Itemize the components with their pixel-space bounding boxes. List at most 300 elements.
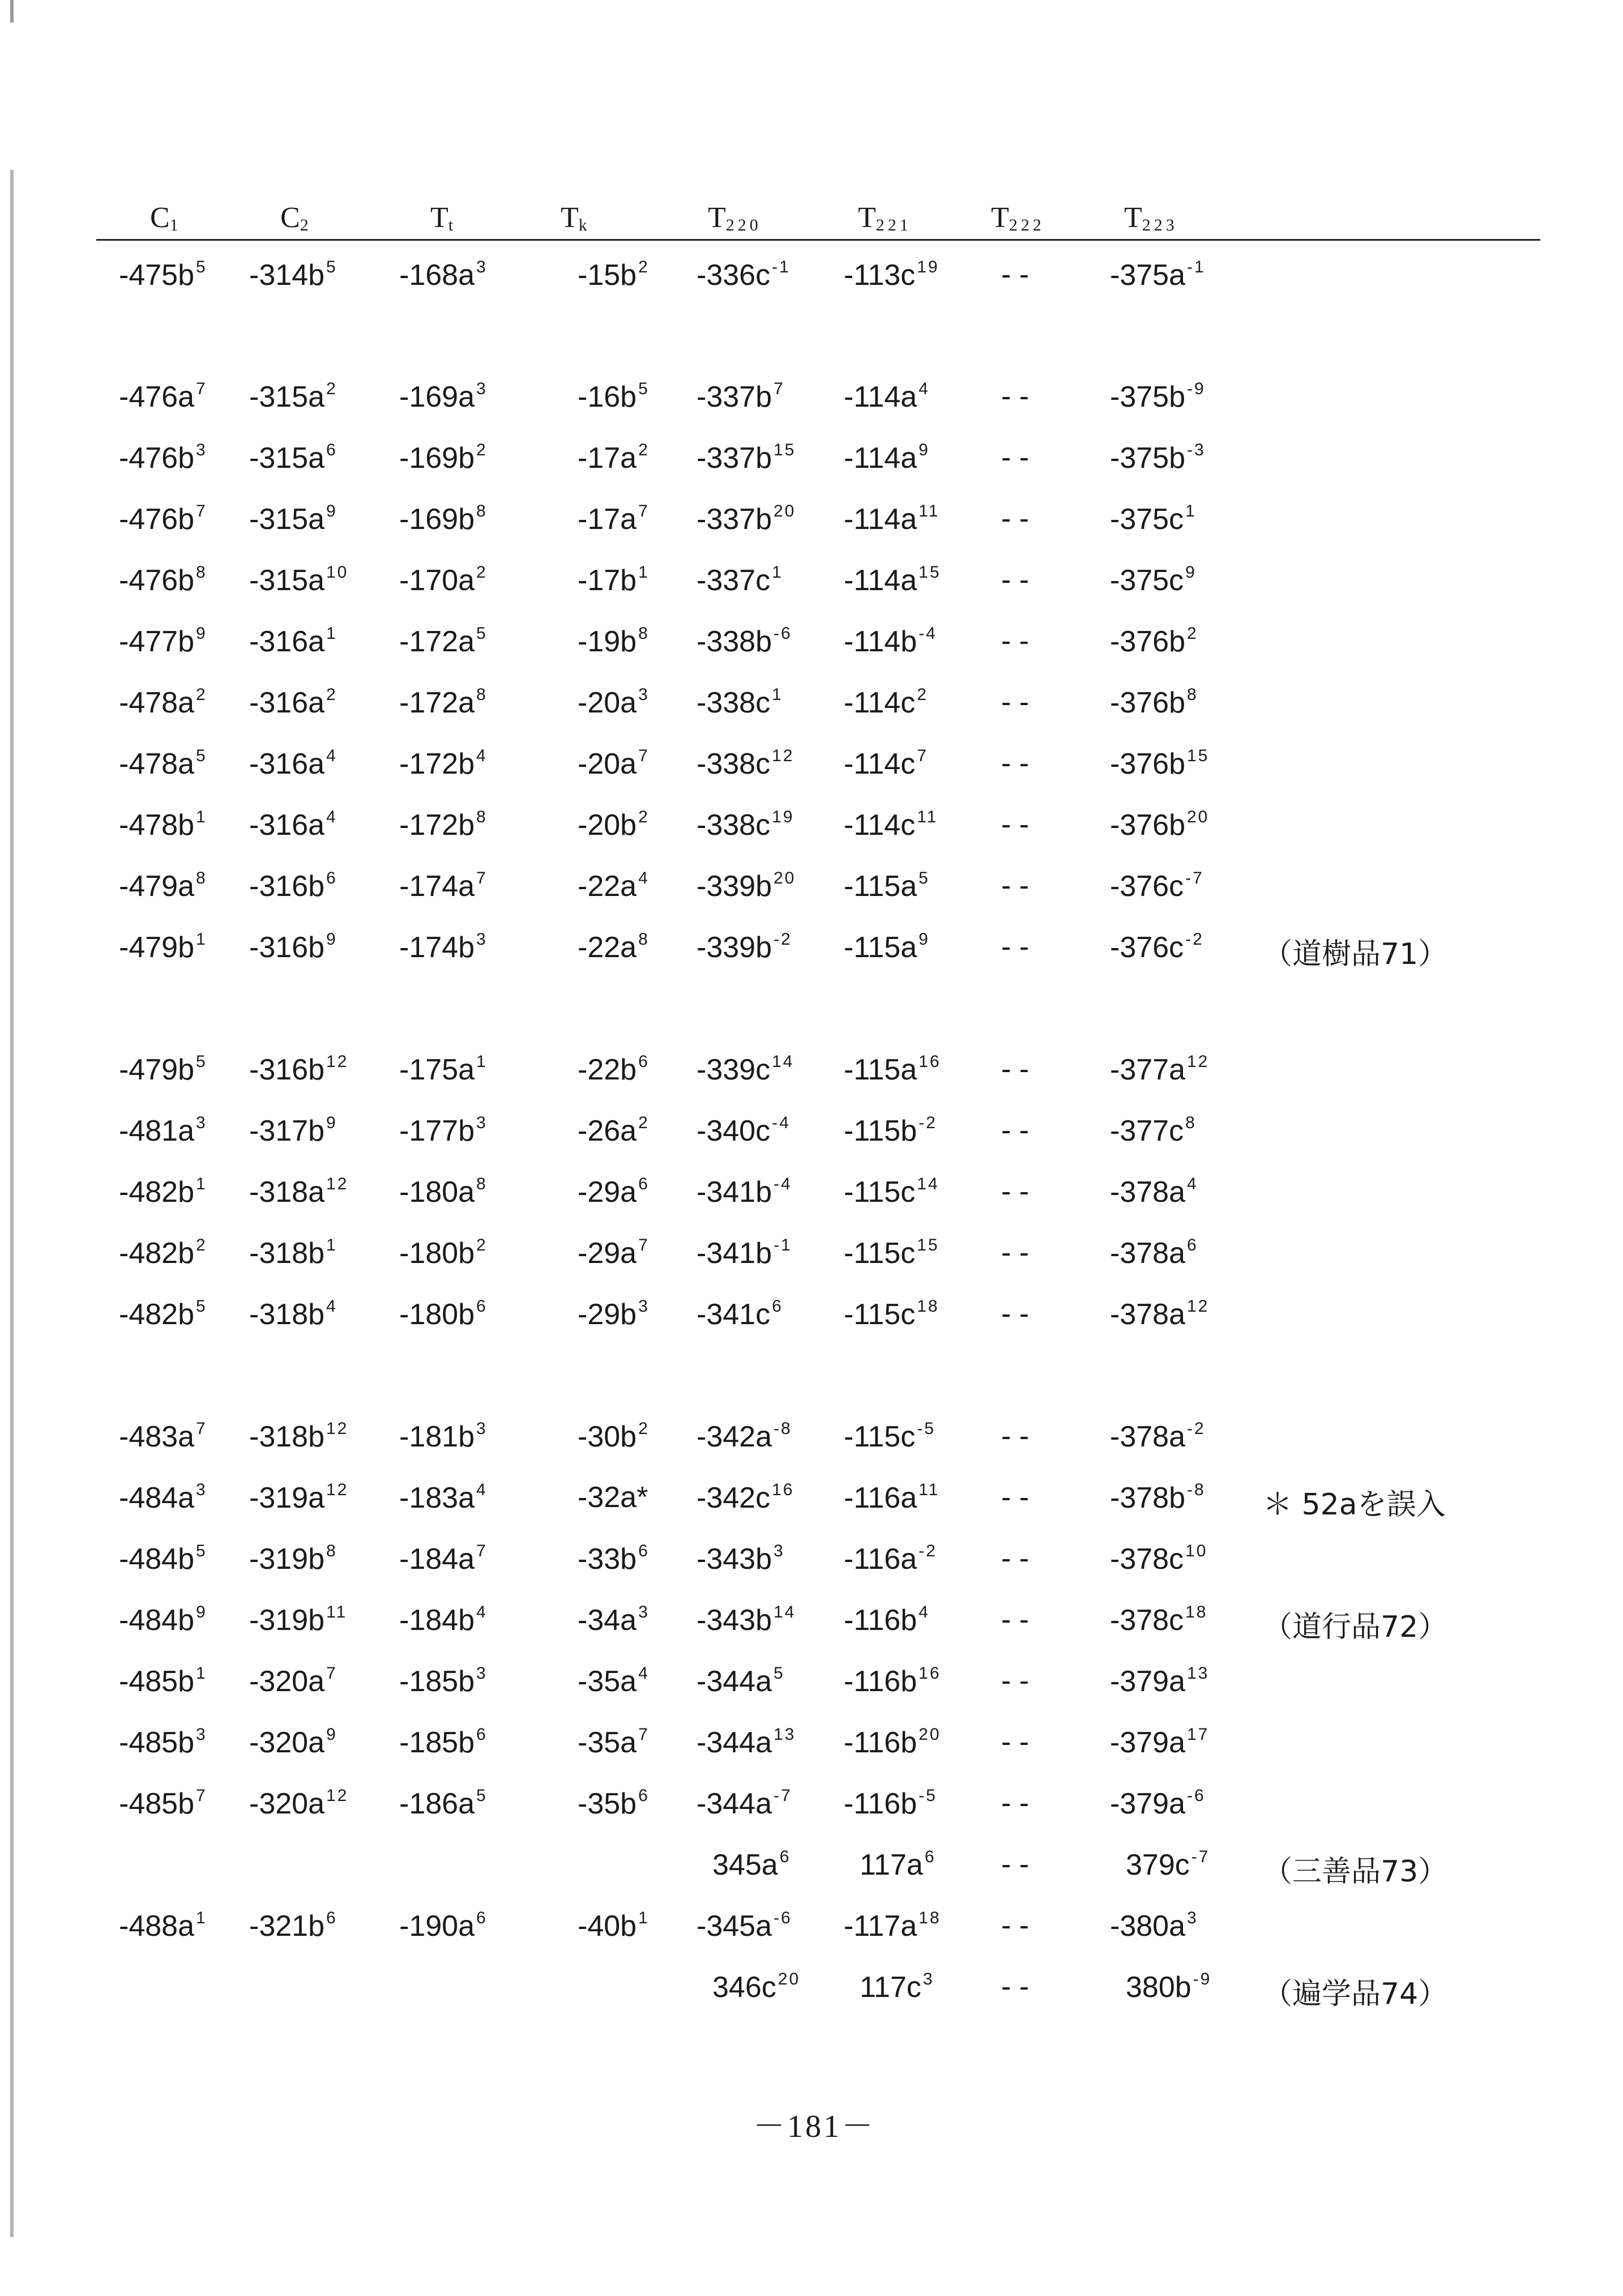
cell-value: -116b <box>844 1665 917 1698</box>
cell-value: -376b <box>1110 686 1185 719</box>
cell-value: -481a <box>119 1115 194 1147</box>
cell-line-superscript: 5 <box>196 1052 207 1071</box>
table-cell <box>697 502 796 536</box>
table-cell <box>844 1052 941 1087</box>
cell-value: 380b <box>1126 1971 1191 2004</box>
cell-value: -337c <box>697 564 771 597</box>
cell-line-superscript: 4 <box>638 869 650 887</box>
table-cell <box>1001 1786 1029 1820</box>
table-cell <box>249 1419 348 1454</box>
table-cell <box>697 746 794 781</box>
table-cell <box>697 1603 796 1637</box>
cell-value: -318b <box>249 1420 324 1453</box>
table-cell <box>697 441 796 475</box>
cell-value: -35a <box>578 1665 637 1698</box>
table-header <box>0 201 1623 241</box>
cell-value: -318a <box>249 1176 324 1209</box>
table-cell <box>1001 869 1029 903</box>
cell-value: -180a <box>399 1176 475 1209</box>
table-cell <box>697 1725 796 1760</box>
cell-value: -320a <box>249 1726 324 1759</box>
cell-value: -482b <box>119 1237 194 1270</box>
cell-line-superscript: 3 <box>476 1664 488 1683</box>
cell-value: -379a <box>1110 1665 1185 1698</box>
cell-value: -476b <box>119 503 194 536</box>
table-cell <box>844 379 930 414</box>
table-cell <box>697 1664 785 1698</box>
table-cell <box>578 502 650 536</box>
cell-value: -29b <box>578 1298 637 1331</box>
cell-value: - - <box>1001 1481 1030 1514</box>
table-cell <box>578 1052 650 1087</box>
cell-line-superscript: 6 <box>779 1847 791 1866</box>
cell-value: -378a <box>1110 1237 1185 1270</box>
cell-line-superscript: 7 <box>638 1725 650 1744</box>
table-cell <box>578 1542 650 1576</box>
table-cell <box>119 1664 207 1698</box>
table-cell <box>119 258 207 292</box>
cell-value: -483a <box>119 1420 194 1453</box>
table-cell <box>697 1113 791 1148</box>
column-header-subscript: 220 <box>725 216 762 234</box>
column-header-subscript: 1 <box>169 216 182 234</box>
cell-value: -345a <box>697 1910 772 1943</box>
cell-value: - - <box>1001 1726 1030 1759</box>
table-cell <box>860 1847 936 1882</box>
table-cell <box>119 869 207 903</box>
table-cell <box>119 1113 207 1148</box>
table-cell <box>1001 1175 1029 1209</box>
cell-line-superscript: 12 <box>326 1480 349 1499</box>
table-row <box>0 1603 1623 1642</box>
cell-line-superscript: -8 <box>1187 1480 1206 1499</box>
cell-value: - - <box>1001 1665 1030 1697</box>
table-cell <box>697 1236 792 1270</box>
cell-line-superscript: 6 <box>772 1297 783 1316</box>
cell-line-superscript: 7 <box>774 379 785 398</box>
cell-value: -180b <box>399 1298 475 1331</box>
cell-value: -186a <box>399 1787 475 1820</box>
cell-value: -29a <box>578 1237 637 1270</box>
column-header-subscript: t <box>448 216 457 234</box>
table-cell <box>249 1236 338 1270</box>
cell-line-superscript: 6 <box>476 1909 488 1927</box>
cell-value: - - <box>1001 747 1030 780</box>
row-note: （三善品73） <box>1263 1855 1448 1889</box>
table-cell <box>399 624 488 659</box>
column-header <box>280 201 312 235</box>
table-cell <box>399 1603 488 1637</box>
cell-value: -185b <box>399 1726 475 1759</box>
table-cell <box>578 746 650 781</box>
table-cell <box>1110 930 1204 965</box>
table-row <box>0 624 1623 664</box>
cell-line-superscript: 5 <box>638 379 650 398</box>
table-cell <box>249 930 338 965</box>
cell-value: -34a <box>578 1604 637 1637</box>
table-cell <box>119 624 207 659</box>
cell-value: -15b <box>578 259 637 292</box>
cell-value: -379a <box>1110 1787 1185 1820</box>
table-cell <box>1126 1847 1210 1882</box>
table-row <box>0 563 1623 603</box>
table-cell <box>1110 1113 1197 1148</box>
table-cell <box>844 1480 939 1515</box>
table-cell <box>1126 1970 1211 2004</box>
table-cell <box>697 685 783 720</box>
cell-value: -116b <box>844 1604 917 1637</box>
table-cell <box>249 1480 348 1515</box>
cell-value: - - <box>1001 1970 1030 2003</box>
table-cell <box>844 1542 937 1576</box>
cell-line-superscript: -2 <box>1187 1419 1206 1438</box>
cell-value: -172b <box>399 748 475 780</box>
table-cell <box>119 1542 207 1576</box>
cell-value: -344a <box>697 1726 772 1759</box>
cell-line-superscript: 7 <box>638 1236 650 1254</box>
cell-value: - - <box>1001 931 1030 963</box>
cell-line-superscript: 2 <box>638 808 650 826</box>
table-cell <box>578 441 650 475</box>
table-cell <box>578 1603 650 1637</box>
table-cell <box>1110 563 1197 598</box>
cell-line-superscript: 12 <box>326 1175 349 1193</box>
cell-value: -477b <box>119 625 194 658</box>
table-cell <box>860 1970 934 2004</box>
cell-value: - - <box>1001 1909 1030 1942</box>
column-header <box>991 201 1045 235</box>
table-cell <box>844 808 938 842</box>
table-row <box>0 1113 1623 1153</box>
cell-value: -344a <box>697 1787 772 1820</box>
table-cell <box>844 1175 939 1209</box>
cell-line-superscript: 11 <box>917 808 938 826</box>
cell-line-superscript: 1 <box>196 1175 207 1193</box>
cell-line-superscript: -1 <box>774 1236 792 1254</box>
table-cell <box>399 258 488 292</box>
page-number: －181－ <box>753 2109 875 2144</box>
table-cell <box>844 685 928 720</box>
table-cell <box>844 624 937 659</box>
cell-value: -169b <box>399 442 475 475</box>
cell-line-superscript: 4 <box>476 1480 488 1499</box>
cell-line-superscript: 5 <box>196 746 207 765</box>
table-cell <box>249 441 338 475</box>
cell-value: -22b <box>578 1053 637 1086</box>
cell-value: -475b <box>119 259 194 292</box>
cell-line-superscript: 20 <box>919 1725 941 1744</box>
table-cell <box>119 1297 207 1331</box>
table-cell <box>1001 502 1029 536</box>
table-cell <box>844 1909 941 1943</box>
cell-line-superscript: 10 <box>1185 1542 1208 1560</box>
cell-line-superscript: 3 <box>638 1297 650 1316</box>
table-cell <box>399 1786 488 1821</box>
cell-value: -315a <box>249 442 324 475</box>
cell-line-superscript: -9 <box>1187 379 1206 398</box>
table-cell <box>697 258 791 292</box>
column-header-subscript: 2 <box>300 216 312 234</box>
table-cell <box>399 1236 488 1270</box>
table-cell <box>1001 1970 1029 2004</box>
cell-line-superscript: 12 <box>326 1419 349 1438</box>
table-cell <box>119 379 207 414</box>
column-header-main: T <box>708 202 726 234</box>
cell-line-superscript: 5 <box>196 1297 207 1316</box>
cell-value: -375b <box>1110 442 1185 475</box>
cell-value: -340c <box>697 1115 771 1147</box>
cell-line-superscript: 16 <box>919 1052 941 1071</box>
table-cell <box>697 1480 794 1515</box>
table-cell <box>119 808 207 842</box>
cell-value: -484a <box>119 1482 194 1514</box>
cell-line-superscript: 13 <box>1187 1664 1210 1683</box>
cell-line-superscript: 14 <box>774 1603 796 1621</box>
cell-value: -378c <box>1110 1604 1184 1637</box>
table-row <box>0 1664 1623 1704</box>
column-header-main: T <box>430 202 449 234</box>
cell-value: -29a <box>578 1176 637 1209</box>
column-header-main: T <box>1124 202 1142 234</box>
cell-line-superscript: 3 <box>476 258 488 276</box>
cell-value: -484b <box>119 1604 194 1637</box>
table-cell <box>1001 1113 1029 1147</box>
cell-value: - - <box>1001 1787 1030 1820</box>
table-cell <box>697 808 794 842</box>
cell-line-superscript: 1 <box>638 563 650 582</box>
cell-value: -315a <box>249 381 324 413</box>
cell-line-superscript: 12 <box>772 746 795 765</box>
cell-value: -40b <box>578 1910 637 1943</box>
table-cell <box>119 1175 207 1209</box>
table-row <box>0 379 1623 419</box>
cell-value: -341c <box>697 1298 771 1331</box>
column-header <box>561 201 591 235</box>
cell-value: -319b <box>249 1604 324 1637</box>
cell-line-superscript: 5 <box>476 1786 488 1805</box>
table-cell <box>1001 685 1029 719</box>
cell-line-superscript: 15 <box>1187 746 1210 765</box>
cell-line-superscript: -6 <box>774 1909 792 1927</box>
table-cell <box>399 1419 488 1454</box>
table-cell <box>1110 1480 1206 1515</box>
table-cell <box>578 930 650 965</box>
cell-line-superscript: 7 <box>326 1664 338 1683</box>
cell-value: -476b <box>119 442 194 475</box>
table-cell <box>844 1297 939 1331</box>
cell-value: -339b <box>697 870 772 903</box>
cell-value: -376b <box>1110 809 1185 842</box>
table-cell <box>1110 1909 1198 1943</box>
cell-value: - - <box>1001 1175 1030 1208</box>
table-cell <box>249 1052 348 1087</box>
cell-value: -22a <box>578 870 637 903</box>
cell-line-superscript: 11 <box>919 1480 940 1499</box>
cell-value: -339b <box>697 931 772 964</box>
cell-value: -114a <box>844 381 917 413</box>
cell-line-superscript: -3 <box>1187 441 1206 459</box>
table-cell <box>249 746 338 781</box>
cell-line-superscript: 9 <box>326 1725 338 1744</box>
table-cell <box>399 441 488 475</box>
cell-value: -115c <box>844 1237 916 1270</box>
cell-line-superscript: 8 <box>196 563 207 582</box>
table-cell <box>1110 685 1198 720</box>
table-row <box>0 1542 1623 1581</box>
cell-value: -172a <box>399 686 475 719</box>
table-cell <box>399 1542 488 1576</box>
cell-value: - - <box>1001 1298 1030 1330</box>
cell-value: -375a <box>1110 259 1185 292</box>
table-cell <box>1110 258 1206 292</box>
table-cell <box>697 624 792 659</box>
cell-line-superscript: 8 <box>196 869 207 887</box>
table-cell <box>399 685 488 720</box>
cell-line-superscript: 18 <box>919 1909 941 1927</box>
table-cell <box>399 869 488 903</box>
cell-line-superscript: 11 <box>919 502 940 520</box>
cell-value: -320a <box>249 1665 324 1698</box>
table-cell <box>119 1236 207 1270</box>
column-header-main: T <box>991 202 1009 234</box>
cell-value: -177b <box>399 1115 475 1147</box>
cell-value: -169b <box>399 503 475 536</box>
cell-value: -115c <box>844 1176 916 1209</box>
cell-value: -337b <box>697 442 772 475</box>
cell-value: -484b <box>119 1543 194 1576</box>
table-cell <box>844 1664 941 1698</box>
cell-value: -375c <box>1110 564 1184 597</box>
cell-value: - - <box>1001 1542 1030 1575</box>
cell-value: -20a <box>578 748 637 780</box>
table-cell <box>119 930 207 965</box>
cell-line-superscript: 1 <box>476 1052 488 1071</box>
cell-value: -314b <box>249 259 324 292</box>
cell-line-superscript: 15 <box>919 563 941 582</box>
table-row <box>0 1052 1623 1092</box>
table-cell <box>1001 1603 1029 1637</box>
cell-line-superscript: 12 <box>326 1786 349 1805</box>
table-cell <box>249 1542 338 1576</box>
table-cell <box>399 1175 488 1209</box>
table-cell <box>1110 379 1206 414</box>
cell-value: - - <box>1001 1848 1030 1881</box>
cell-line-superscript: 2 <box>917 685 928 704</box>
cell-value: -378c <box>1110 1543 1184 1576</box>
cell-value: -378a <box>1110 1176 1185 1209</box>
table-cell <box>1001 1664 1029 1698</box>
cell-line-superscript: -6 <box>1187 1786 1206 1805</box>
cell-line-superscript: 2 <box>1187 624 1198 643</box>
table-cell <box>249 502 338 536</box>
table-cell <box>578 869 650 903</box>
cell-line-superscript: 14 <box>772 1052 795 1071</box>
cell-line-superscript: 3 <box>774 1542 785 1560</box>
cell-value: -336c <box>697 259 771 292</box>
cell-value: -30b <box>578 1420 637 1453</box>
cell-line-superscript: 10 <box>326 563 349 582</box>
cell-line-superscript: 8 <box>638 930 650 949</box>
table-row <box>0 1725 1623 1765</box>
cell-value: -113c <box>844 259 916 292</box>
cell-line-superscript: -4 <box>772 1113 791 1132</box>
cell-line-superscript: -2 <box>919 1113 937 1132</box>
cell-value: -35a <box>578 1726 637 1759</box>
table-cell <box>249 1175 348 1209</box>
cell-value: -376b <box>1110 748 1185 780</box>
cell-line-superscript: 2 <box>196 685 207 704</box>
table-cell <box>249 685 338 720</box>
table-cell <box>1001 1847 1029 1881</box>
cell-line-superscript: 20 <box>778 1970 801 1988</box>
table-cell <box>249 624 338 659</box>
cell-line-superscript: 1 <box>196 1664 207 1683</box>
cell-line-superscript: -5 <box>917 1419 936 1438</box>
cell-line-superscript: 9 <box>326 502 338 520</box>
table-cell <box>697 1297 783 1331</box>
cell-value: - - <box>1001 625 1030 658</box>
table-cell <box>119 1786 207 1821</box>
cell-line-superscript: 1 <box>772 563 783 582</box>
cell-value: -116a <box>844 1482 917 1514</box>
table-cell <box>399 563 488 598</box>
cell-value: - - <box>1001 1420 1030 1453</box>
cell-value: -22a <box>578 931 637 964</box>
table-cell <box>249 1664 338 1698</box>
cell-value: -338c <box>697 748 771 780</box>
row-note: ＊ 52aを誤入 <box>1263 1488 1446 1522</box>
cell-value: -175a <box>399 1053 475 1086</box>
cell-value: -115a <box>844 1053 917 1086</box>
table-cell <box>399 930 488 965</box>
cell-line-superscript: 11 <box>326 1603 348 1621</box>
table-cell <box>697 869 796 903</box>
cell-value: -17a <box>578 503 637 536</box>
table-cell <box>1001 624 1029 658</box>
cell-value: -170a <box>399 564 475 597</box>
table-cell <box>249 379 338 414</box>
column-header <box>1124 201 1178 235</box>
cell-value: -378a <box>1110 1420 1185 1453</box>
cell-line-superscript: 9 <box>326 930 338 949</box>
cell-line-superscript: 4 <box>919 1603 930 1621</box>
cell-value: -114c <box>844 748 916 780</box>
cell-line-superscript: 1 <box>196 1909 207 1927</box>
cell-value: -316a <box>249 809 324 842</box>
table-cell <box>1001 1052 1029 1086</box>
table-row <box>0 502 1623 541</box>
cell-value: -114c <box>844 809 916 842</box>
cell-value: -16b <box>578 381 637 413</box>
cell-value: -342c <box>697 1482 771 1514</box>
cell-line-superscript: 1 <box>326 624 338 643</box>
table-row <box>0 685 1623 725</box>
cell-value: - - <box>1001 1114 1030 1147</box>
table-cell <box>1110 1725 1209 1760</box>
cell-line-superscript: 1 <box>638 1909 650 1927</box>
cell-line-superscript: 1 <box>326 1236 338 1254</box>
table-row <box>0 1909 1623 1948</box>
cell-value: -115a <box>844 931 917 964</box>
table-cell <box>1001 1236 1029 1270</box>
cell-line-superscript: 8 <box>476 1175 488 1193</box>
cell-value: -320a <box>249 1787 324 1820</box>
cell-value: -17a <box>578 442 637 475</box>
table-cell <box>119 1419 207 1454</box>
table-row <box>0 1480 1623 1520</box>
cell-line-superscript: 6 <box>476 1725 488 1744</box>
cell-line-superscript: 8 <box>476 808 488 826</box>
